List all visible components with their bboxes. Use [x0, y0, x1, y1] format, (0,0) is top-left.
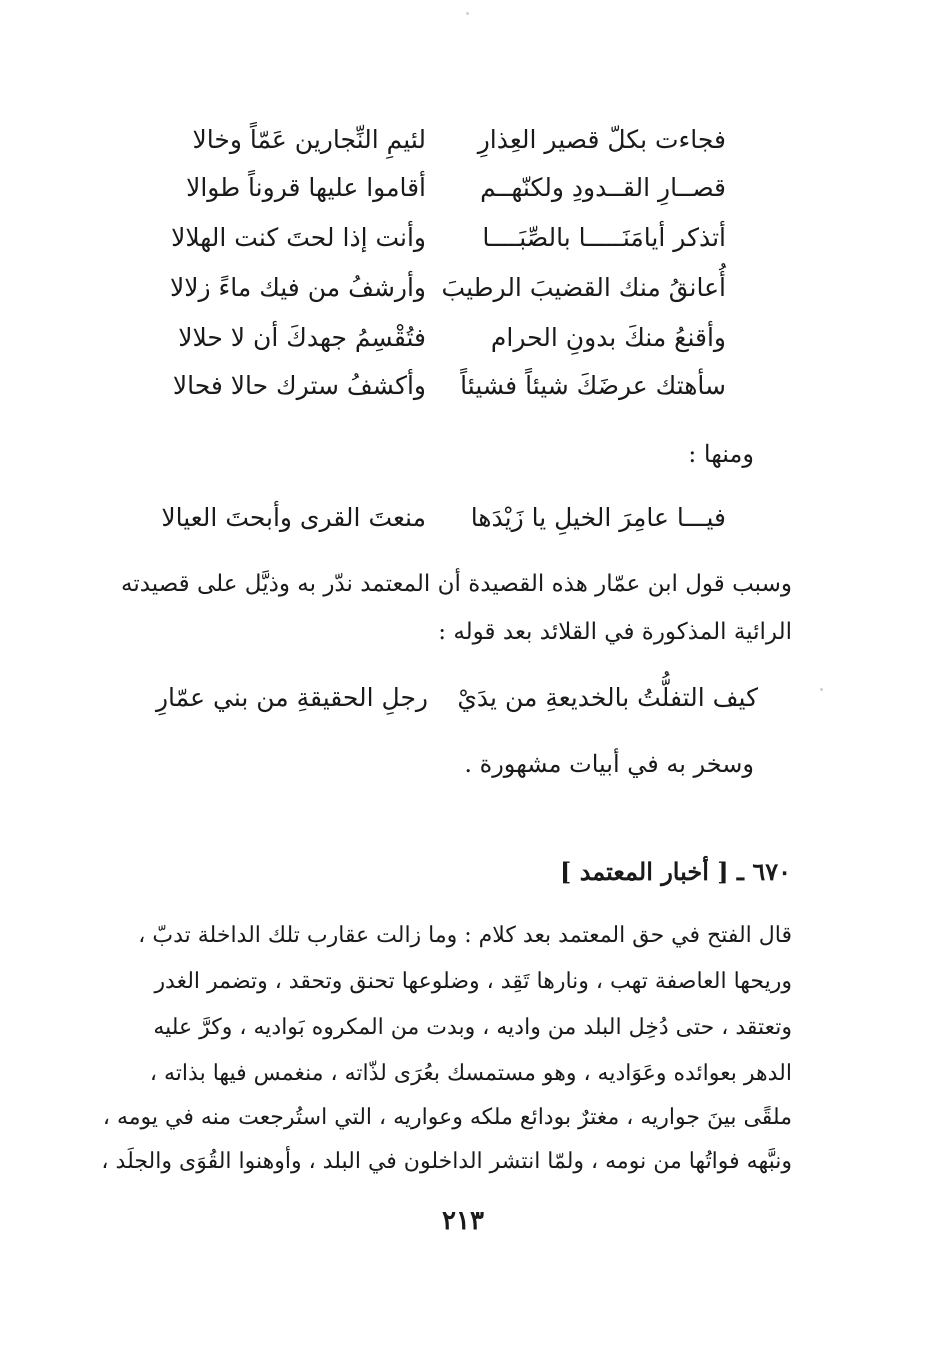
- verse-second-hemistich: لئيمِ النِّجارين عَمّاً وخالا: [192, 125, 426, 154]
- poem-verse: [166, 120, 726, 160]
- verse-first-hemistich: أتذكر أيامَنَـــــا بالصِّبَــــا: [482, 223, 726, 252]
- poem-verse-minha: [161, 498, 726, 538]
- reason-line: الرائية المذكورة في القلائد بعد قوله :: [438, 619, 792, 645]
- verse-second-hemistich: وأرشفُ من فيك ماءً زلالا: [169, 273, 426, 302]
- prose-line: الدهر بعوائده وعَوَاديه ، وهو مستمسك بعُرَى لذّاته ، منغمس فيها بذاته ،: [149, 1061, 792, 1086]
- sakhira-line: وسخر به في أبيات مشهورة .: [464, 750, 754, 778]
- verse-first-hemistich: أُعانقُ منك القضيبَ الرطيبَ: [441, 273, 726, 302]
- poem-verse: [166, 168, 726, 208]
- verse-first-hemistich: كيف التفلُّتُ بالخديعةِ من يدَيْ: [457, 683, 758, 712]
- poem-verse: [166, 268, 726, 308]
- poem-verse-kayf: [108, 678, 758, 718]
- verse-second-hemistich: وأنت إذا لحتَ كنت الهلالا: [171, 223, 426, 252]
- verse-second-hemistich: وأكشفُ سترك حالا فحالا: [172, 371, 426, 400]
- scan-speck: [820, 688, 823, 691]
- prose-line: ونبَّهه فواتُها من نومه ، ولمّا انتشر الداخلون في البلد ، وأوهنوا القُوَى والجلَد ،: [101, 1149, 792, 1174]
- section-heading: ٦٧٠ ـ [ أخبار المعتمد ]: [560, 857, 791, 886]
- prose-line: وريحها العاصفة تهب ، ونارها تَقِد ، وضلوعها تحنق وتحقد ، وتضمر الغدر: [154, 969, 792, 994]
- prose-line: وتعتقد ، حتى دُخِل البلد من واديه ، وبدت من المكروه بَواديه ، وكرَّ عليه: [153, 1015, 792, 1040]
- page-number: ٢١٣: [442, 1206, 484, 1236]
- verse-second-hemistich: فتُقْسِمُ جهدكَ أن لا حلالا: [178, 323, 426, 352]
- verse-first-hemistich: قصــارِ القــدودِ ولكنّهــم: [480, 173, 726, 202]
- reason-line: وسبب قول ابن عمّار هذه القصيدة أن المعتمد ندّر به وذيَّل على قصيدته: [120, 571, 792, 597]
- poem-verse: [166, 218, 726, 258]
- verse-first-hemistich: سأهتك عرضَكَ شيئاً فشيئاً: [460, 371, 726, 400]
- poem-verse: [166, 366, 726, 406]
- verse-second-hemistich: رجلِ الحقيقةِ من بني عمّارِ: [155, 683, 428, 712]
- verse-first-hemistich: وأقنعُ منكَ بدونِ الحرام: [490, 323, 726, 352]
- scan-speck: [466, 12, 469, 15]
- verse-first-hemistich: فجاءت بكلّ قصير العِذارِ: [477, 125, 726, 154]
- prose-line: ملقًى بينَ جواريه ، مغترٌ بودائع ملكه وعواريه ، التي استُرجعت منه في يومه ،: [102, 1105, 792, 1130]
- prose-line: قال الفتح في حق المعتمد بعد كلام : وما زالت عقارب تلك الداخلة تدبّ ،: [138, 923, 792, 948]
- verse-second-hemistich: منعتَ القرى وأبحتَ العيالا: [161, 503, 426, 532]
- verse-second-hemistich: أقاموا عليها قروناً طوالا: [186, 173, 426, 202]
- wa-minha-label: ومنها :: [688, 440, 754, 468]
- poem-verse: [166, 318, 726, 358]
- verse-first-hemistich: فيـــا عامِرَ الخيلِ يا زَيْدَها: [470, 503, 726, 532]
